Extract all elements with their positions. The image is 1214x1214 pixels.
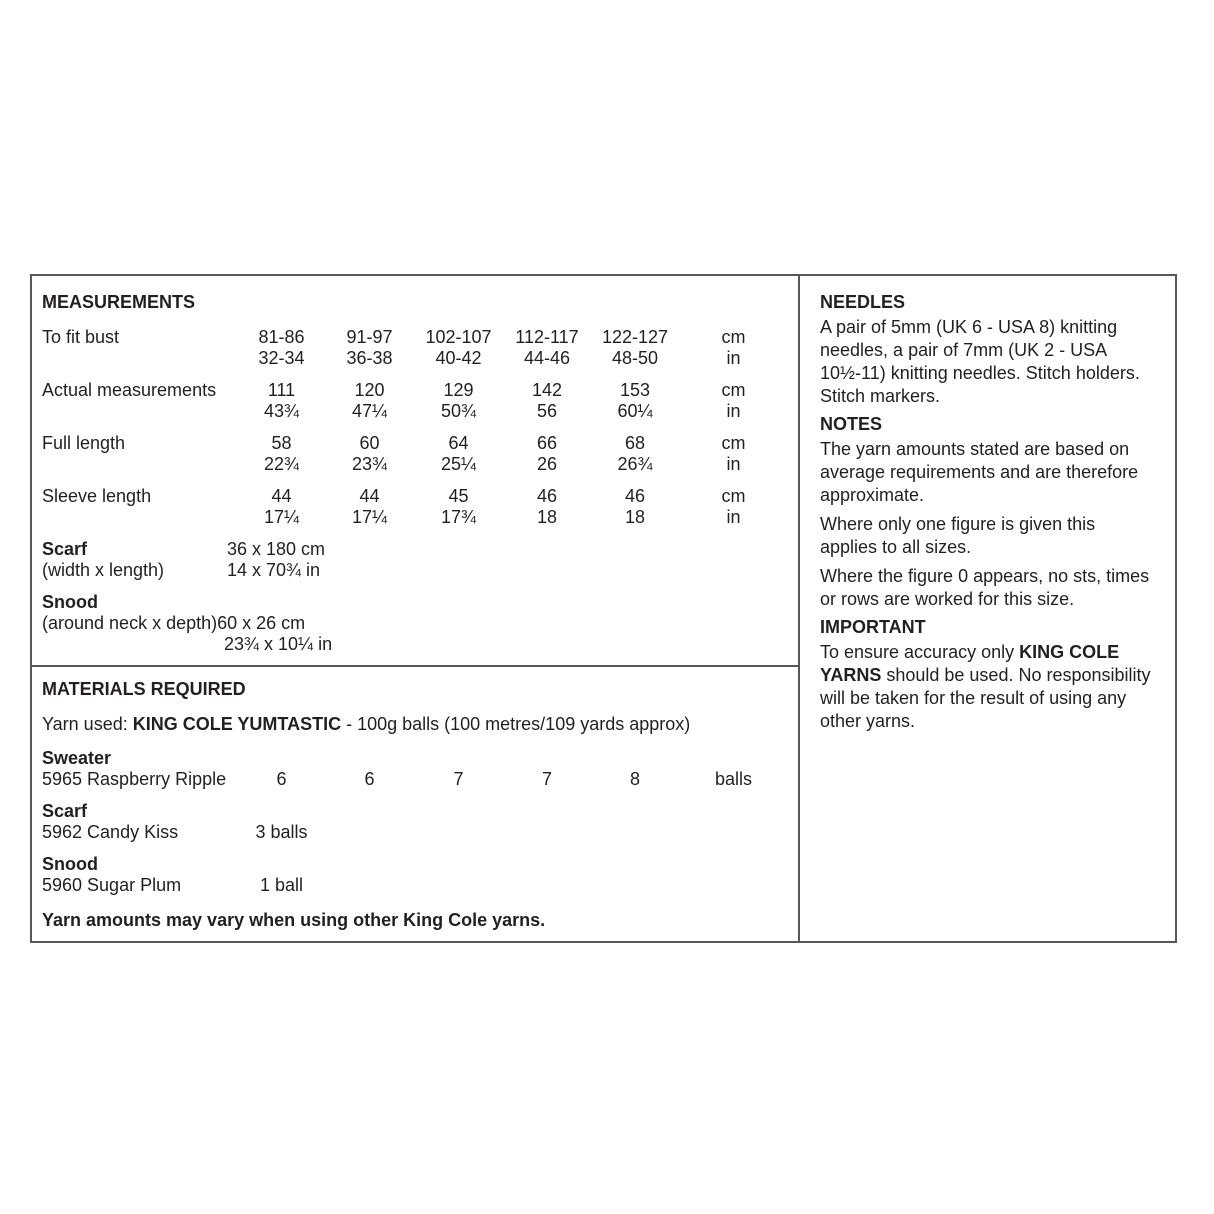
- snood-quantity-line: [42, 875, 788, 896]
- size-value: 142: [531, 380, 563, 400]
- size-value: 44: [359, 486, 380, 506]
- size-value: 23¾: [351, 454, 388, 474]
- scarf-measurements: [42, 539, 788, 581]
- size-value: 60: [359, 433, 380, 453]
- size-value: 26¾: [617, 454, 653, 474]
- size-value: 46: [624, 486, 646, 506]
- size-value: 45: [448, 486, 469, 506]
- unit-label-in: in: [726, 348, 741, 368]
- snood-label: Snood: [42, 592, 98, 612]
- size-value: 43¾: [263, 401, 300, 421]
- scarf-quantity-line: [42, 822, 788, 843]
- measurements-title: MEASUREMENTS: [42, 292, 196, 312]
- size-value: 32-34: [258, 348, 305, 368]
- ball-quantity: 6: [364, 769, 375, 789]
- size-value: 120: [354, 380, 385, 400]
- row-label-spacer: [42, 454, 238, 475]
- measurement-line-in: [42, 507, 788, 528]
- unit-label-in: in: [726, 507, 741, 527]
- size-value: 25¼: [440, 454, 477, 474]
- sweater-shade: 5965 Raspberry Ripple: [42, 769, 227, 789]
- notes-title: NOTES: [820, 414, 883, 434]
- size-value: 112-117: [515, 327, 579, 347]
- materials-section: [32, 667, 798, 931]
- size-value: 66: [536, 433, 558, 453]
- size-value: 111: [267, 380, 296, 400]
- materials-sweater: [42, 748, 788, 790]
- yarn-used-suffix: - 100g balls (100 metres/109 yards approx): [341, 714, 691, 734]
- snood-sublabel: (around neck x depth): [42, 613, 218, 633]
- unit-label-cm: cm: [721, 327, 746, 347]
- ball-quantity: 7: [453, 769, 464, 789]
- unit-label-cm: cm: [721, 380, 746, 400]
- size-value: 44: [271, 486, 292, 506]
- scarf-line-in: [42, 560, 788, 581]
- measurement-row-actual: [42, 380, 788, 422]
- measurement-line-in: [42, 454, 788, 475]
- size-value: 17¼: [263, 507, 300, 527]
- sweater-quantity-line: [42, 769, 788, 790]
- needles-title: NEEDLES: [820, 292, 906, 312]
- size-value: 81-86: [258, 327, 305, 347]
- row-label-spacer: [42, 507, 238, 528]
- spacer: [325, 822, 788, 843]
- yarn-used-prefix: Yarn used:: [42, 714, 133, 734]
- measurement-row-full-length: [42, 433, 788, 475]
- right-column: [800, 276, 1175, 941]
- size-value: 18: [536, 507, 558, 527]
- measurement-line-cm: [42, 327, 788, 348]
- scarf-sublabel: (width x length): [42, 560, 165, 580]
- size-value: 68: [624, 433, 646, 453]
- ball-quantity: 6: [276, 769, 287, 789]
- snood-line-cm: [42, 613, 788, 634]
- scarf-size-cm: 36 x 180 cm: [227, 539, 326, 559]
- measurement-line-cm: [42, 380, 788, 401]
- spacer: [325, 875, 788, 896]
- row-label-spacer: [42, 348, 238, 369]
- size-value: 40-42: [435, 348, 482, 368]
- size-value: 46: [536, 486, 558, 506]
- measurement-line-cm: [42, 486, 788, 507]
- size-value: 17¼: [351, 507, 388, 527]
- pattern-info-box: [30, 274, 1177, 943]
- scarf-size-in: 14 x 70¾ in: [227, 560, 321, 580]
- important-suffix: should be used. No responsibility will be taken for the result of using any other yarns.: [820, 665, 1151, 731]
- ball-quantity: 3 balls: [255, 822, 308, 842]
- unit-label-in: in: [726, 401, 741, 421]
- scarf-label: Scarf: [42, 539, 88, 559]
- snood-label: Snood: [42, 854, 98, 874]
- yarn-brand: KING COLE YUMTASTIC: [132, 714, 342, 734]
- measurements-section: [32, 276, 798, 667]
- size-value: 102-107: [425, 327, 492, 347]
- size-value: 58: [271, 433, 292, 453]
- snood-size-in: 23¾ x 10¼ in: [224, 634, 333, 654]
- left-column: [32, 276, 800, 941]
- size-value: 36-38: [346, 348, 393, 368]
- size-value: 47¼: [351, 401, 388, 421]
- ball-quantity: 1 ball: [259, 875, 304, 895]
- ball-quantity: 7: [541, 769, 552, 789]
- size-value: 122-127: [601, 327, 669, 347]
- size-value: 26: [536, 454, 558, 474]
- notes-paragraph: Where the figure 0 appears, no sts, times or rows are worked for this size.: [820, 566, 1150, 609]
- materials-snood: [42, 854, 788, 896]
- important-text: [820, 641, 1152, 733]
- row-label-spacer: [42, 401, 238, 422]
- size-value: 18: [624, 507, 646, 527]
- size-value: 56: [536, 401, 558, 421]
- measurement-row-sleeve-length: [42, 486, 788, 528]
- scarf-line-cm: [42, 539, 788, 560]
- measurement-line-cm: [42, 433, 788, 454]
- ball-quantity: 8: [629, 769, 640, 789]
- important-title: IMPORTANT: [820, 617, 926, 637]
- size-value: 91-97: [346, 327, 393, 347]
- row-label: Actual measurements: [42, 380, 217, 400]
- snood-size-cm: 60 x 26 cm: [217, 613, 306, 633]
- notes-paragraph: The yarn amounts stated are based on average requirements and are therefore approximate.: [820, 439, 1139, 505]
- row-label: To fit bust: [42, 327, 120, 347]
- size-value: 44-46: [523, 348, 571, 368]
- snood-shade: 5960 Sugar Plum: [42, 875, 182, 895]
- yarn-variation-note: Yarn amounts may vary when using other King Cole yarns.: [42, 910, 546, 930]
- row-label: Full length: [42, 433, 126, 453]
- needles-text: A pair of 5mm (UK 6 - USA 8) knitting needles, a pair of 7mm (UK 2 - USA 10½-11) knitting needles. Stitch holders. Stitch markers.: [820, 317, 1140, 406]
- important-prefix: To ensure accuracy only: [820, 642, 1020, 662]
- size-value: 60¼: [617, 401, 653, 421]
- snood-measurements: [42, 592, 788, 655]
- measurement-line-in: [42, 348, 788, 369]
- row-label: Sleeve length: [42, 486, 152, 506]
- size-value: 22¾: [263, 454, 300, 474]
- yarn-used-line: [42, 714, 788, 735]
- materials-title: MATERIALS REQUIRED: [42, 679, 246, 699]
- size-value: 64: [448, 433, 469, 453]
- size-value: 48-50: [611, 348, 659, 368]
- size-value: 50¾: [440, 401, 477, 421]
- measurement-row-bust: [42, 327, 788, 369]
- size-value: 129: [443, 380, 474, 400]
- notes-paragraph: Where only one figure is given this applies to all sizes.: [820, 514, 1096, 557]
- size-value: 153: [619, 380, 651, 400]
- important-brand: KING COLE YARNS: [820, 642, 1120, 685]
- ball-unit: balls: [714, 769, 753, 789]
- unit-label-cm: cm: [721, 433, 746, 453]
- materials-scarf: [42, 801, 788, 843]
- scarf-label: Scarf: [42, 801, 88, 821]
- size-value: 17¾: [440, 507, 477, 527]
- unit-label-cm: cm: [721, 486, 746, 506]
- sweater-label: Sweater: [42, 748, 112, 768]
- unit-label-in: in: [726, 454, 741, 474]
- scarf-shade: 5962 Candy Kiss: [42, 822, 179, 842]
- measurement-line-in: [42, 401, 788, 422]
